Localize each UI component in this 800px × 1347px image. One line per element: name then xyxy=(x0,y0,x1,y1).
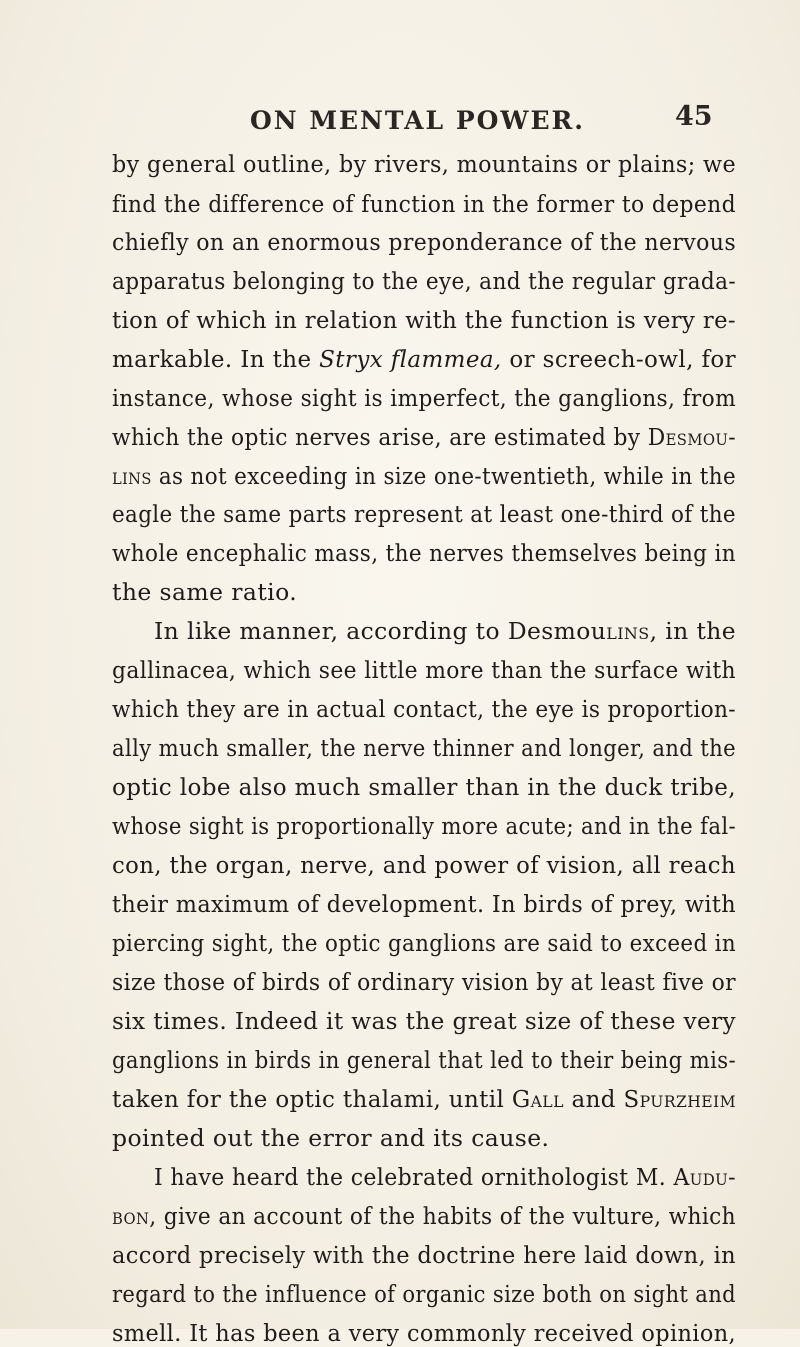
text-line: eagle the same parts represent at least one-third of the xyxy=(112,500,736,528)
text-line: pointed out the error and its cause. xyxy=(112,1124,550,1152)
text-line: ganglions in birds in general that led to their being mis- xyxy=(112,1046,736,1074)
running-title: ON MENTAL POWER. xyxy=(250,106,586,135)
text-line: instance, whose sight is imperfect, the ganglions, from xyxy=(112,384,736,412)
text-line: whole encephalic mass, the nerves themselves being in xyxy=(112,539,736,567)
text-line: optic lobe also much smaller than in the duck tribe, xyxy=(112,773,736,801)
text-line: whose sight is proportionally more acute; and in the fal- xyxy=(112,812,736,840)
text-line: apparatus belonging to the eye, and the regular grada- xyxy=(112,267,736,295)
running-head xyxy=(0,101,800,146)
text-line: regard to the influence of organic size both on sight and xyxy=(112,1280,736,1308)
text-line: I have heard the celebrated ornithologist M. Audu- xyxy=(154,1163,736,1191)
text-line: taken for the optic thalami, until Gall and Spurzheim xyxy=(112,1085,736,1113)
text-line: accord precisely with the doctrine here laid down, in xyxy=(112,1241,736,1269)
text-line: size those of birds of ordinary vision by at least five or xyxy=(112,968,736,996)
text-line: chiefly on an enormous preponderance of the nervous xyxy=(112,228,736,256)
text-line: smell. It has been a very commonly received opinion, xyxy=(112,1319,736,1347)
text-line: lins as not exceeding in size one-twentieth, while in the xyxy=(112,462,736,490)
text-line: which they are in actual contact, the eye is proportion- xyxy=(112,695,736,723)
text-line: piercing sight, the optic ganglions are said to exceed in xyxy=(112,929,736,957)
text-line: markable. In the Stryx flammea, or screech-owl, for xyxy=(112,345,736,373)
text-line: the same ratio. xyxy=(112,578,298,606)
text-line: ally much smaller, the nerve thinner and longer, and the xyxy=(112,734,736,762)
text-line: In like manner, according to Desmoulins, in the xyxy=(154,617,736,645)
text-line: bon, give an account of the habits of the vulture, which xyxy=(112,1202,736,1230)
text-line: six times. Indeed it was the great size of these very xyxy=(112,1007,736,1035)
text-line: by general outline, by rivers, mountains or plains; we xyxy=(112,150,736,178)
text-line: their maximum of development. In birds of prey, with xyxy=(112,890,736,918)
text-line: con, the organ, nerve, and power of vision, all reach xyxy=(112,851,736,879)
text-line: tion of which in relation with the function is very re- xyxy=(112,306,736,334)
text-line: gallinacea, which see little more than the surface with xyxy=(112,656,736,684)
text-line: which the optic nerves arise, are estimated by Desmou- xyxy=(112,423,736,451)
text-line: find the difference of function in the former to depend xyxy=(112,190,736,218)
page-number: 45 xyxy=(675,101,713,132)
